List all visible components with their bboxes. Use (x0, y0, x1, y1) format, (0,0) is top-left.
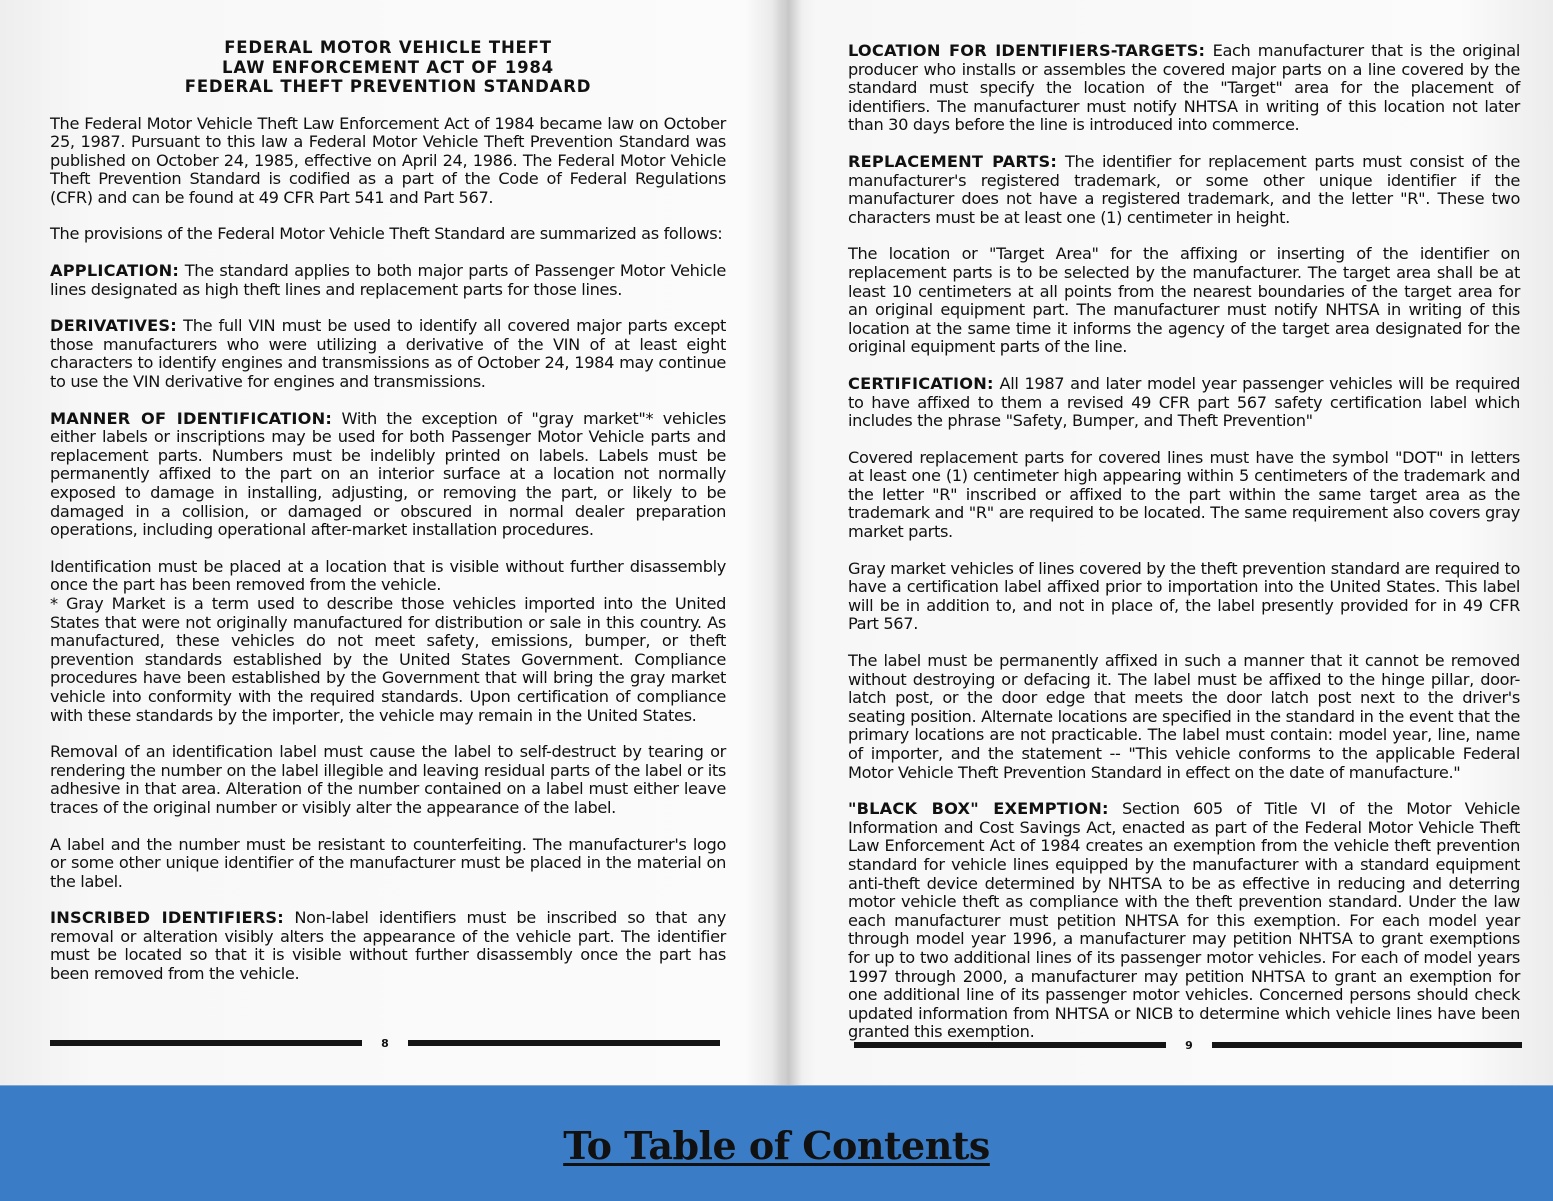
black-box-text: Section 605 of Title VI of the Motor Vehicle Information and Cost Savings Act, enacted as part of the Federal Motor Vehicle Theft Law Enforcement Act of 1984 creates an exemption from the vehicle theft prevention standard for vehicle lines equipped by the manufacturer with a standard equipment anti-theft device determined by NHTSA to be as effective in reducing and deterring motor vehicle theft as compliance with the theft prevention standard. Under the law each manufacturer must petition NHTSA for this exemption. For each model year through model year 1996, a manufacturer may petition NHTSA to grant exemptions for up to two additional lines of its passenger motor vehicles. For each of model years 1997 through 2000, a manufacturer may petition NHTSA to grant an exemption for one additional line of its passenger motor vehicles. Concerned persons should check updated information from NHTSA or NICB to determine which vehicle lines have been granted this exemption. (848, 799, 1521, 1042)
location-label: LOCATION FOR IDENTIFIERS-TARGETS: (848, 41, 1206, 60)
location-section (848, 42, 1520, 135)
table-of-contents-link[interactable]: To Table of Contents (563, 1123, 990, 1168)
target-area-paragraph: The location or "Target Area" for the affixing or inserting of the identifier on replacement parts is to be selected by the manufacturer. The target area shall be at least 10 centimeters at all points from the nearest boundaries of the target area for an original equipment part. The manufacturer must notify NHTSA in writing of this location at the same time it informs the agency of the target area designated for the original equipment parts of the line. (848, 244, 1520, 357)
gray-market-note: * Gray Market is a term used to describe those vehicles imported into the United States that were not originally manufactured for distribution or sale in this country. As manufactured, these vehicles do not meet safety, emissions, bumper, or theft prevention standards established by the United States Government. Compliance procedures have been established by the Government that will bring the gray market vehicle into conformity with the required standards. Upon certification of compliance with these standards by the importer, the vehicle may remain in the United States. (50, 593, 726, 725)
inscribed-label: INSCRIBED IDENTIFIERS: (50, 908, 284, 928)
certification-section (848, 375, 1520, 431)
certification-text: All 1987 and later model year passenger vehicles will be required to have affixed to them a revised 49 CFR part 567 safety certification label which includes the phrase "Safety, Bumper, and Theft Prevention" (848, 373, 1520, 431)
manner-text: With the exception of "gray market"* vehicles either labels or inscriptions may be used for both Passenger Motor Vehicle parts and replacement parts. Numbers must be indelibly printed on labels. Labels must be permanently affixed to the part on an interior surface at a location not normally exposed to damage in installing, adjusting, or removing the part, or likely to be damaged in a collision, or damaged or obscured in normal dealer preparation operations, including operational after-market installation procedures. (50, 408, 726, 540)
inscribed-section (50, 909, 726, 983)
right-page (848, 42, 1520, 1060)
label-affix-paragraph: The label must be permanently affixed in such a manner that it cannot be removed without destroying or defacing it. The label must be affixed to the hinge pillar, door-latch post, or the door edge that meets the door latch post next to the driver's seating position. Alternate locations are specified in the standard in the event that the primary locations are not practicable. The label must contain: model year, line, name of importer, and the statement -- "This vehicle conforms to the applicable Federal Motor Vehicle Theft Prevention Standard in effect on the date of manufacture." (848, 651, 1520, 782)
footer-rule (1212, 1042, 1522, 1048)
application-section (50, 262, 726, 299)
identification-placement: Identification must be placed at a location that is visible without further disassembly once the part has been removed from the vehicle. (50, 556, 726, 595)
book-gutter (772, 0, 802, 1085)
footer-rule (50, 1040, 362, 1046)
black-box-label: "BLACK BOX" EXEMPTION: (848, 799, 1109, 819)
title-line-1: FEDERAL MOTOR VEHICLE THEFT (224, 38, 552, 57)
location-text: Each manufacturer that is the original producer who installs or assembles the covered major parts on a line covered by the standard must specify the location of the "Target" area for the placement of identifiers. The manufacturer must notify NHTSA in writing of this location not later than 30 days before the line is introduced into commerce. (848, 41, 1521, 135)
page-number: 8 (381, 1036, 389, 1050)
page-number: 9 (1185, 1038, 1193, 1052)
navigation-bar (0, 1085, 1553, 1201)
left-page-footer (50, 1036, 720, 1050)
title-line-2: LAW ENFORCEMENT ACT OF 1984 (222, 57, 554, 77)
footer-rule (854, 1042, 1166, 1048)
page-title (50, 38, 726, 97)
inscribed-text: Non-label identifiers must be inscribed so that any removal or alteration visibly alters the appearance of the vehicle part. The identifier must be located so that it is visible without further disassembly once the part has been removed from the vehicle. (50, 908, 726, 984)
removal-paragraph: Removal of an identification label must cause the label to self-destruct by tearing or rendering the number on the label illegible and leaving residual parts of the label or its adhesive in that area. Alteration of the number contained on a label must either leave traces of the original number or visibly alter the appearance of the label. (50, 742, 726, 817)
application-label: APPLICATION: (50, 261, 179, 281)
left-page (50, 38, 726, 1002)
certification-label: CERTIFICATION: (848, 373, 994, 393)
summary-lead: The provisions of the Federal Motor Vehicle Theft Standard are summarized as follows: (50, 224, 723, 244)
derivatives-text: The full VIN must be used to identify all covered major parts except those manufacturers who were utilizing a derivative of the VIN of at least eight characters to identify engines and transmissions as of October 24, 1984 may continue to use the VIN derivative for engines and transmissions. (50, 316, 726, 392)
manner-label: MANNER OF IDENTIFICATION: (50, 408, 333, 428)
counterfeit-paragraph: A label and the number must be resistant to counterfeiting. The manufacturer's logo or some other unique identifier of the manufacturer must be placed in the material on the label. (50, 834, 726, 891)
derivatives-section (50, 317, 726, 391)
right-page-footer (854, 1038, 1522, 1052)
replacement-label: REPLACEMENT PARTS: (848, 151, 1058, 171)
covered-parts-paragraph: Covered replacement parts for covered lines must have the symbol "DOT" in letters at least one (1) centimeter high appearing within 5 centimeters of the trademark and the letter "R" inscribed or affixed to the part within the same target area as the trademark and "R" are required to be located. The same requirement also covers gray market parts. (848, 447, 1520, 542)
derivatives-label: DERIVATIVES: (50, 316, 177, 336)
replacement-text: The identifier for replacement parts must consist of the manufacturer's registered trademark, or some other unique identifier if the manufacturer does not have a registered trademark, and the letter "R". These two characters must be at least one (1) centimeter in height. (848, 151, 1520, 227)
black-box-section (848, 800, 1520, 1042)
manner-section (50, 410, 726, 540)
title-line-3: FEDERAL THEFT PREVENTION STANDARD (184, 77, 592, 96)
footer-rule (408, 1040, 720, 1046)
application-text: The standard applies to both major parts of Passenger Motor Vehicle lines designated as high theft lines and replacement parts for those lines. (50, 261, 726, 299)
gray-market-vehicles-paragraph: Gray market vehicles of lines covered by the theft prevention standard are required to have a certification label affixed prior to importation into the United States. This label will be in addition to, and not in place of, the label presently provided for in 49 CFR Part 567. (848, 558, 1520, 634)
intro-paragraph: The Federal Motor Vehicle Theft Law Enforcement Act of 1984 became law on October 25, 1987. Pursuant to this law a Federal Motor Vehicle Theft Prevention Standard was published on October 24, 1985, effective on April 24, 1986. The Federal Motor Vehicle Theft Prevention Standard is codified as a part of the Code of Federal Regulations (CFR) and can be found at 49 CFR Part 541 and Part 567. (50, 113, 726, 207)
replacement-section (848, 153, 1520, 227)
